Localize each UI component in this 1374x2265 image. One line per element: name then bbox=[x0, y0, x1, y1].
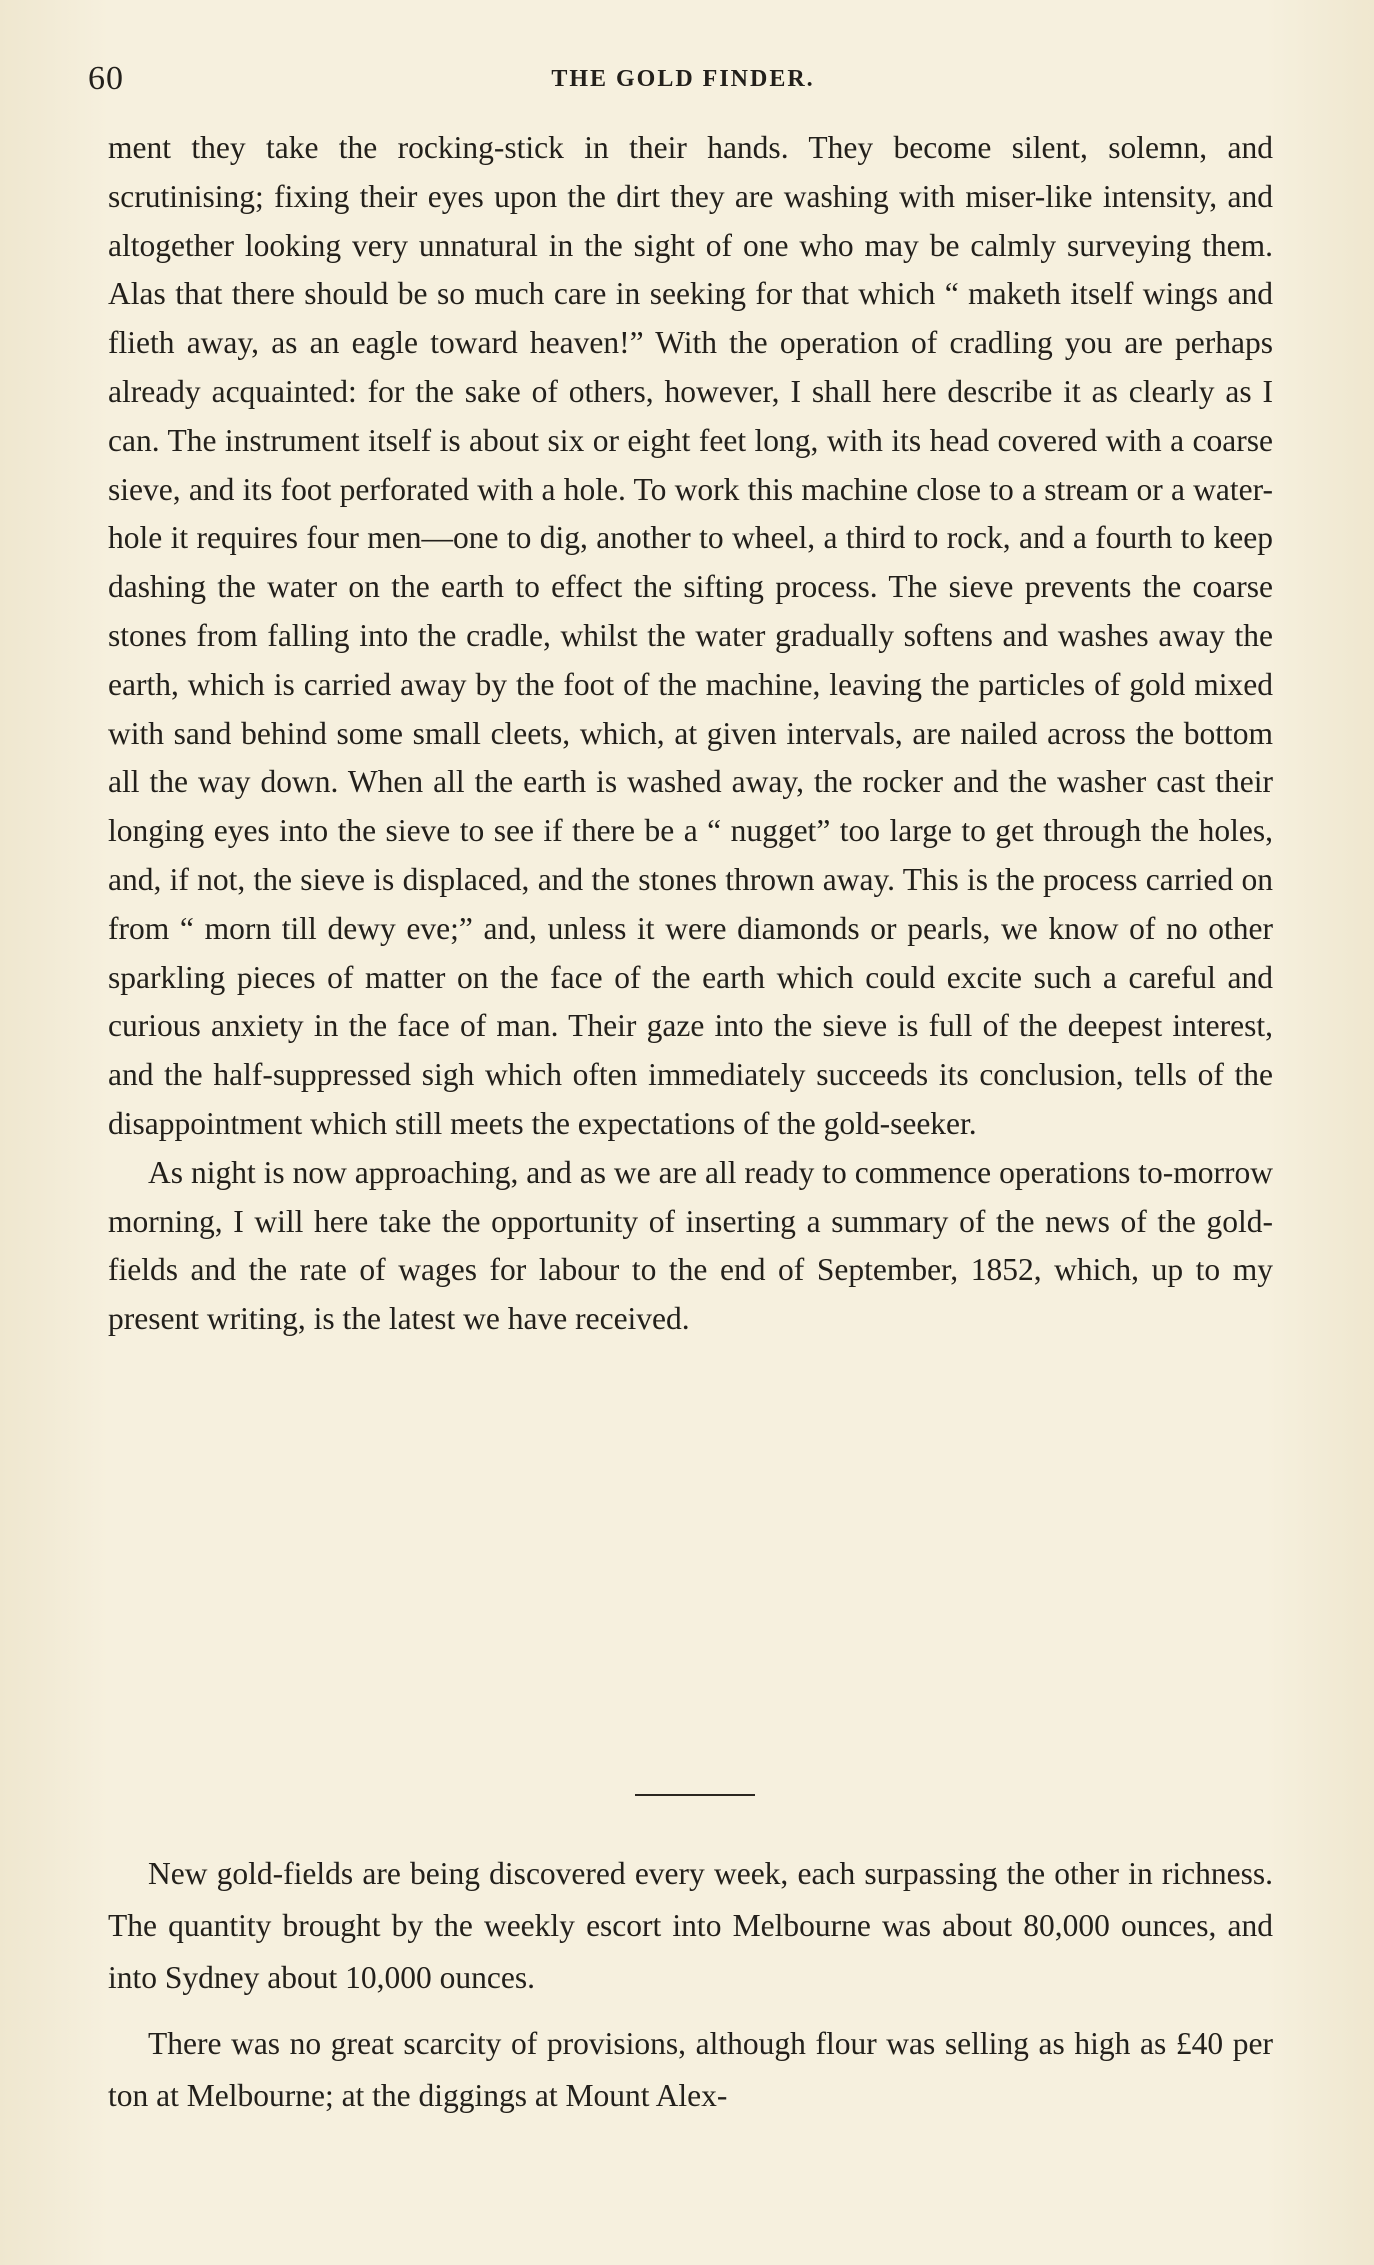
paragraph-new-gold-fields: New gold-fields are being discovered every week, each surpassing the other in richness. The quantity brought by the weekly escort into Melbourne was about 80,000 ounces, and into Sydney about 10,000 ounces. bbox=[108, 1856, 1273, 1995]
main-text bbox=[108, 124, 1273, 1344]
news-summary bbox=[108, 1848, 1273, 2122]
paragraph-provisions: There was no great scarcity of provisions, although flour was selling as high as £40 per ton at Melbourne; at the diggings at Mount Alex- bbox=[108, 2026, 1273, 2113]
page-number: 60 bbox=[88, 60, 124, 97]
paragraph-gap bbox=[108, 2004, 1273, 2018]
page-header bbox=[88, 60, 1278, 100]
section-divider bbox=[635, 1794, 755, 1796]
running-title: THE GOLD FINDER. bbox=[551, 66, 815, 92]
paragraph-continued: ment they take the rocking-stick in their hands. They become silent, solemn, and scrutinising; fixing their eyes upon the dirt they are washing with miser-like intensity, and altogether looking very unnatural in the sight of one who may be calmly surveying them. Alas that there should be so much care in seeking for that which “ maketh itself wings and flieth away, as an eagle toward heaven!” With the operation of cradling you are perhaps already acquainted: for the sake of others, however, I shall here describe it as clearly as I can. The instrument itself is about six or eight feet long, with its head covered with a coarse sieve, and its foot perforated with a hole. To work this machine close to a stream or a water-hole it requires four men—one to dig, another to wheel, a third to rock, and a fourth to keep dashing the water on the earth to effect the sifting process. The sieve prevents the coarse stones from falling into the cradle, whilst the water gradually softens and washes away the earth, which is carried away by the foot of the machine, leaving the particles of gold mixed with sand behind some small cleets, which, at given intervals, are nailed across the bottom all the way down. When all the earth is washed away, the rocker and the washer cast their longing eyes into the sieve to see if there be a “ nugget” too large to get through the holes, and, if not, the sieve is displaced, and the stones thrown away. This is the process carried on from “ morn till dewy eve;” and, unless it were diamonds or pearls, we know of no other sparkling pieces of matter on the face of the earth which could excite such a careful and curious anxiety in the face of man. Their gaze into the sieve is full of the deepest interest, and the half-suppressed sigh which often immediately succeeds its conclusion, tells of the disappointment which still meets the expectations of the gold-seeker. bbox=[108, 130, 1273, 1141]
paragraph-night-approaching: As night is now approaching, and as we are all ready to commence operations to-morrow morning, I will here take the opportunity of inserting a summary of the news of the gold-fields and the rate of wages for labour to the end of September, 1852, which, up to my present writing, is the latest we have received. bbox=[108, 1154, 1273, 1337]
